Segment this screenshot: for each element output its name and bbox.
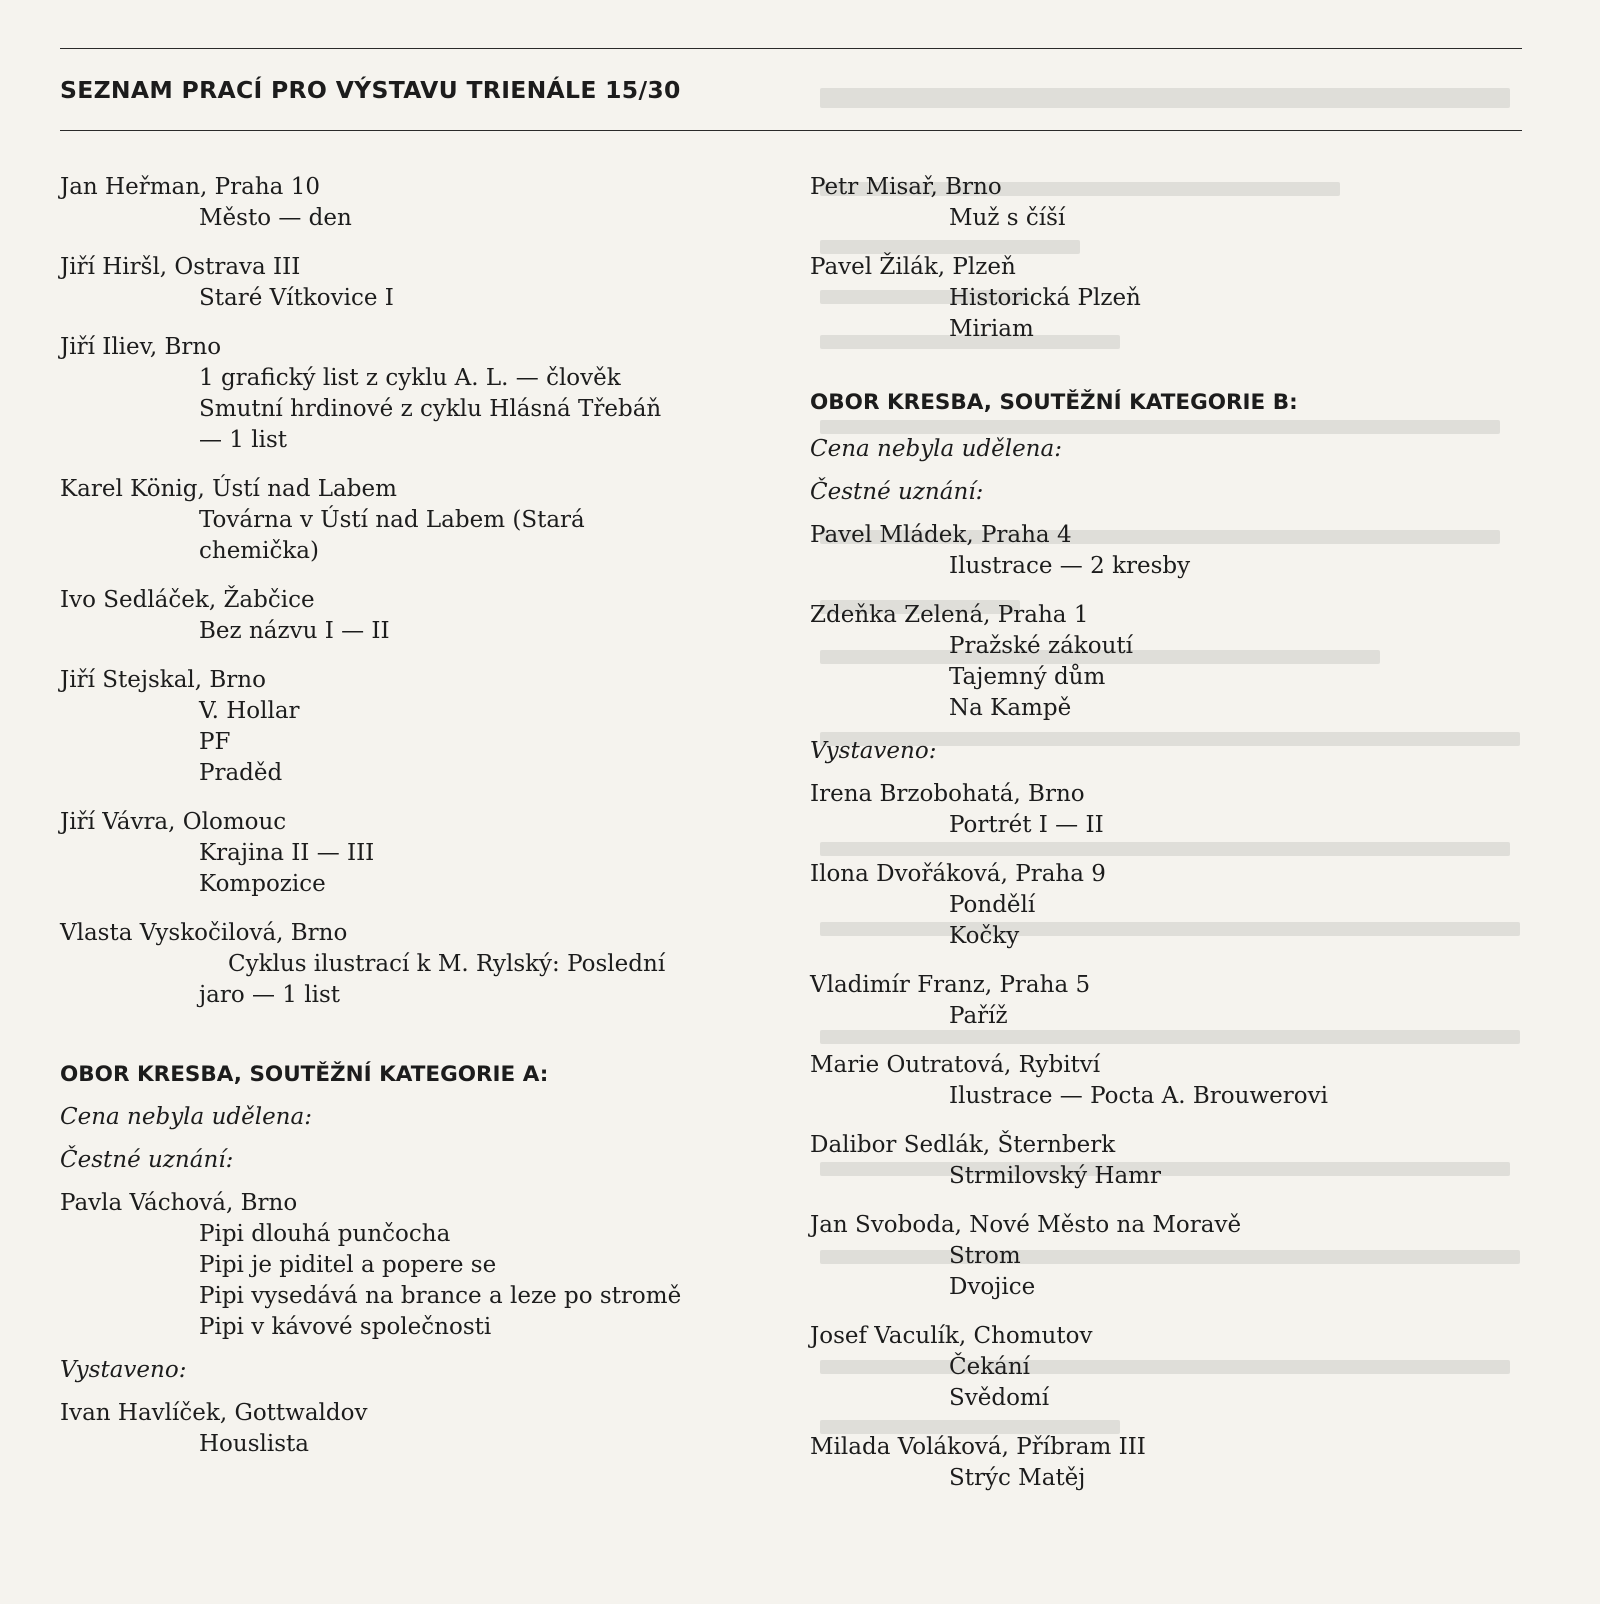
artist-name: Petr Misař, Brno xyxy=(810,174,1002,200)
list-item xyxy=(810,859,1530,952)
exhibited-label: Vystaveno: xyxy=(810,738,937,764)
work-title: Smutní hrdinové z cyklu Hlásná Třebáň xyxy=(199,396,662,422)
work-title: Strom xyxy=(949,1243,1021,1269)
artist-name: Jiří Vávra, Olomouc xyxy=(60,809,287,835)
header-top-rule xyxy=(60,48,1522,49)
work-title: jaro — 1 list xyxy=(199,982,341,1008)
list-item xyxy=(60,1188,800,1343)
list-item xyxy=(810,520,1530,582)
artist-name: Pavel Žilák, Plzeň xyxy=(810,254,1016,280)
work-title: PF xyxy=(199,729,231,755)
work-title: Ilustrace — 2 kresby xyxy=(949,553,1191,579)
work-title: Praděd xyxy=(199,760,283,786)
honorable-mention-label: Čestné uznání: xyxy=(810,479,984,505)
exhibited-label: Vystaveno: xyxy=(60,1357,187,1383)
list-item xyxy=(60,172,800,234)
header-bottom-rule xyxy=(60,130,1522,131)
work-title: Krajina II — III xyxy=(199,840,375,866)
artist-name: Dalibor Sedlák, Šternberk xyxy=(810,1132,1116,1158)
artist-name: Karel König, Ústí nad Labem xyxy=(60,476,397,502)
honorable-mention-label: Čestné uznání: xyxy=(60,1147,234,1173)
artist-name: Marie Outratová, Rybitví xyxy=(810,1052,1101,1078)
list-item xyxy=(810,1432,1530,1494)
section-heading-kategorie-a: OBOR KRESBA, SOUTĚŽNÍ KATEGORIE A: xyxy=(60,1062,549,1087)
list-item xyxy=(810,1210,1530,1303)
artist-name: Vlasta Vyskočilová, Brno xyxy=(60,920,348,946)
artist-name: Milada Voláková, Příbram III xyxy=(810,1434,1146,1460)
list-item xyxy=(810,600,1530,724)
right-column xyxy=(810,172,1530,1512)
work-title: Strýc Matěj xyxy=(949,1465,1086,1491)
work-title: Na Kampě xyxy=(949,695,1072,721)
list-item xyxy=(810,1321,1530,1414)
artist-name: Jan Heřman, Praha 10 xyxy=(60,174,320,200)
work-title: Pražské zákoutí xyxy=(949,633,1133,659)
work-title: — 1 list xyxy=(199,427,288,453)
list-item xyxy=(60,332,800,456)
artist-name: Ilona Dvořáková, Praha 9 xyxy=(810,861,1106,887)
work-title: Pipi v kávové společnosti xyxy=(199,1314,492,1340)
work-title: Čekání xyxy=(949,1354,1031,1380)
work-title: Kočky xyxy=(949,923,1020,949)
work-title: Historická Plzeň xyxy=(949,285,1141,311)
work-title: Pipi je piditel a popere se xyxy=(199,1252,497,1278)
work-title: Houslista xyxy=(199,1431,309,1457)
list-item xyxy=(810,970,1530,1032)
artist-name: Irena Brzobohatá, Brno xyxy=(810,781,1085,807)
work-title: Paříž xyxy=(949,1003,1008,1029)
artist-name: Jiří Stejskal, Brno xyxy=(60,667,266,693)
work-title: 1 grafický list z cyklu A. L. — člověk xyxy=(199,365,621,391)
left-column xyxy=(60,172,800,1478)
work-title: Město — den xyxy=(199,205,352,231)
prize-label: Cena nebyla udělena: xyxy=(60,1104,312,1130)
work-title: Pondělí xyxy=(949,892,1036,918)
work-title: Miriam xyxy=(949,316,1034,342)
artist-name: Zdeňka Zelená, Praha 1 xyxy=(810,602,1089,628)
page-title: SEZNAM PRACÍ PRO VÝSTAVU TRIENÁLE 15/30 xyxy=(60,76,681,104)
work-title: Kompozice xyxy=(199,871,326,897)
list-item xyxy=(60,585,800,647)
work-title: Muž s číší xyxy=(949,205,1066,231)
list-item xyxy=(60,918,800,1011)
prize-label: Cena nebyla udělena: xyxy=(810,436,1062,462)
artist-name: Ivan Havlíček, Gottwaldov xyxy=(60,1400,368,1426)
work-title: Pipi vysedává na brance a leze po stromě xyxy=(199,1283,682,1309)
work-title: Dvojice xyxy=(949,1274,1036,1300)
work-title: Staré Vítkovice I xyxy=(199,285,394,311)
work-title: Cyklus ilustrací k M. Rylský: Poslední xyxy=(228,951,666,977)
list-item xyxy=(810,172,1530,234)
list-item xyxy=(60,474,800,567)
work-title: Tajemný dům xyxy=(949,664,1106,690)
artist-name: Josef Vaculík, Chomutov xyxy=(810,1323,1093,1349)
work-title: Pipi dlouhá punčocha xyxy=(199,1221,451,1247)
artist-name: Ivo Sedláček, Žabčice xyxy=(60,587,315,613)
list-item xyxy=(60,252,800,314)
list-item xyxy=(810,252,1530,345)
list-item xyxy=(60,665,800,789)
work-title: Portrét I — II xyxy=(949,812,1104,838)
artist-name: Pavel Mládek, Praha 4 xyxy=(810,522,1072,548)
work-title: chemička) xyxy=(199,538,319,564)
artist-name: Jan Svoboda, Nové Město na Moravě xyxy=(810,1212,1242,1238)
artist-name: Vladimír Franz, Praha 5 xyxy=(810,972,1091,998)
artist-name: Pavla Váchová, Brno xyxy=(60,1190,298,1216)
list-item xyxy=(810,1050,1530,1112)
work-title: V. Hollar xyxy=(199,698,300,724)
artist-name: Jiří Hiršl, Ostrava III xyxy=(60,254,301,280)
artist-name: Jiří Iliev, Brno xyxy=(60,334,222,360)
list-item xyxy=(810,779,1530,841)
list-item xyxy=(60,1398,800,1460)
work-title: Strmilovský Hamr xyxy=(949,1163,1161,1189)
work-title: Bez názvu I — II xyxy=(199,618,390,644)
work-title: Ilustrace — Pocta A. Brouwerovi xyxy=(949,1083,1328,1109)
list-item xyxy=(60,807,800,900)
work-title: Továrna v Ústí nad Labem (Stará xyxy=(199,507,585,533)
list-item xyxy=(810,1130,1530,1192)
work-title: Svědomí xyxy=(949,1385,1050,1411)
section-heading-kategorie-b: OBOR KRESBA, SOUTĚŽNÍ KATEGORIE B: xyxy=(810,390,1298,415)
